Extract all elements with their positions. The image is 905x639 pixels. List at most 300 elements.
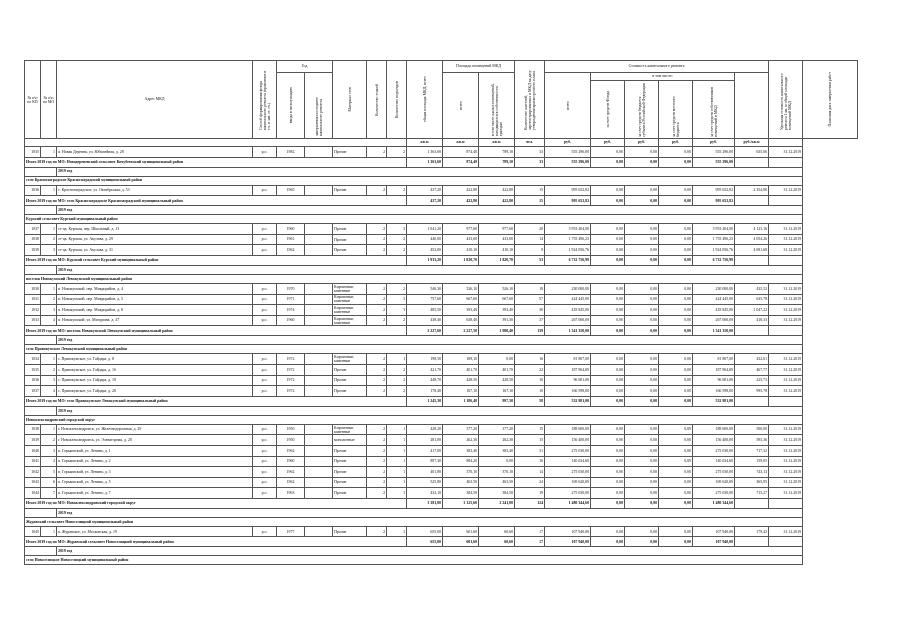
- row-area-total-cell: 384,50: [443, 488, 479, 499]
- header-cost-total-text: всего: [565, 101, 570, 110]
- year-row: [25, 336, 858, 345]
- row-mo-cell: 1: [41, 283, 57, 294]
- row-mo-cell: 3: [41, 445, 57, 456]
- row-cost-fund-cell: 0,00: [591, 354, 625, 365]
- row-cost-local-cell: 0,00: [659, 386, 693, 397]
- row-total-area-cell: 178,40: [407, 386, 443, 397]
- row-cost-total-cell: 187 904,00: [545, 364, 591, 375]
- row-unit-cost-cell: 432,61: [735, 354, 769, 365]
- row-address-cell: п. Горьковский, ул. Ленина, д. 5: [57, 477, 253, 488]
- total-value-cell: 0,00: [591, 326, 625, 336]
- total-value-cell: 1 341 350,00: [545, 326, 591, 336]
- row-total-area-cell: 198,50: [407, 354, 443, 365]
- row-area-private-cell: 667,60: [479, 294, 515, 305]
- row-cost-total-cell: 267 060,00: [545, 315, 591, 326]
- row-kp-cell: 1038: [25, 424, 41, 435]
- row-wall-cell: Прочие: [333, 375, 367, 386]
- row-residents-cell: 19: [515, 488, 545, 499]
- table-row: [25, 224, 858, 235]
- row-area-private-cell: 428,50: [479, 375, 515, 386]
- row-cost-region-cell: 0,00: [625, 245, 659, 256]
- row-floors-cell: 2: [367, 294, 387, 305]
- row-entrances-cell: 2: [387, 234, 407, 245]
- row-address-cell: ст-ца. Курская, ул. Акулова, д. 29: [57, 234, 253, 245]
- row-area-private-cell: 463,50: [479, 477, 515, 488]
- table-row: [25, 445, 858, 456]
- row-cost-total-cell: 3 953 204,00: [545, 224, 591, 235]
- unit-cell: кв.м: [443, 139, 479, 147]
- total-value-cell: 0,00: [659, 326, 693, 336]
- row-cost-total-cell: 188 600,00: [545, 424, 591, 435]
- header-area-group: Площадь помещений МКД: [443, 61, 515, 73]
- total-value-cell: 997,30: [479, 396, 515, 406]
- total-empty-cell: [769, 157, 803, 167]
- row-kp-cell: 1044: [25, 488, 41, 499]
- table-row: [25, 147, 858, 158]
- total-row: [25, 396, 858, 406]
- header-entrances-text: Количество подъездов: [394, 80, 399, 119]
- row-area-total-cell: 977,60: [443, 224, 479, 235]
- year-label: 2019 год: [57, 508, 803, 517]
- row-area-total-cell: 433,00: [443, 234, 479, 245]
- row-area-private-cell: 383,40: [479, 445, 515, 456]
- row-wall-cell: Кирпичные, каменные: [333, 315, 367, 326]
- row-cost-owners-cell: 81 807,00: [693, 354, 735, 365]
- row-area-total-cell: 410,10: [443, 245, 479, 256]
- row-residents-cell: 30: [515, 305, 545, 316]
- total-value-cell: 33: [515, 157, 545, 167]
- row-wall-cell: Прочие: [333, 456, 367, 467]
- row-deadline-cell: 31.12.2019: [769, 467, 803, 478]
- row-fund-cell: р.о.: [253, 354, 277, 365]
- row-fund-cell: р.о.: [253, 294, 277, 305]
- year-label: 2019 год: [57, 206, 803, 215]
- row-deadline-cell: 31.12.2019: [769, 375, 803, 386]
- row-kp-cell: 1039: [25, 245, 41, 256]
- row-cost-fund-cell: 0,00: [591, 526, 625, 537]
- total-value-cell: 995 652,82: [545, 196, 591, 206]
- row-area-total-cell: 667,60: [443, 294, 479, 305]
- total-label: Итого 2019 год по МО: поселок Новокумский Левокумский муниципальный район: [25, 326, 407, 336]
- municipality-label: поселок Новокумский Левокумский муниципальный район: [25, 274, 803, 283]
- row-entrances-cell: 1: [387, 445, 407, 456]
- row-cost-region-cell: 0,00: [625, 526, 659, 537]
- row-address-cell: ст-ца. Курская, пер. Школьный, д. 13: [57, 224, 253, 235]
- row-deadline-cell: 31.12.2019: [769, 488, 803, 499]
- total-value-cell: 107 940,00: [693, 537, 735, 547]
- header-total-area-text: общая площадь МКД, всего: [422, 76, 427, 123]
- total-value-cell: 422,80: [479, 196, 515, 206]
- row-cost-owners-cell: 230 000,00: [693, 283, 735, 294]
- total-row: [25, 498, 858, 508]
- row-cost-total-cell: 96 681,00: [545, 375, 591, 386]
- row-cost-fund-cell: 0,00: [591, 283, 625, 294]
- total-value-cell: 1 820,70: [479, 255, 515, 265]
- municipality-row: [25, 415, 858, 424]
- total-value-cell: 1 363,60: [407, 157, 443, 167]
- row-address-cell: г. Новоалександровск, ул. Железнодорожная, д. 29: [57, 424, 253, 435]
- total-value-cell: 422,80: [443, 196, 479, 206]
- row-unit-cost-cell: 365,95: [735, 477, 769, 488]
- row-wall-cell: Прочие: [333, 477, 367, 488]
- row-residents-cell: 37: [515, 315, 545, 326]
- row-cost-owners-cell: 169 620,00: [693, 477, 735, 488]
- row-cost-fund-cell: 0,00: [591, 234, 625, 245]
- row-mo-cell: 4: [41, 386, 57, 397]
- year-spacer: [25, 265, 57, 274]
- total-empty-cell: [735, 255, 769, 265]
- row-entrances-cell: 3: [387, 294, 407, 305]
- row-cost-region-cell: 0,00: [625, 435, 659, 446]
- row-area-total-cell: 383,40: [443, 445, 479, 456]
- row-area-private-cell: 401,70: [479, 364, 515, 375]
- total-empty-cell: [735, 196, 769, 206]
- row-area-private-cell: 167,10: [479, 386, 515, 397]
- row-area-total-cell: 370,10: [443, 467, 479, 478]
- row-cost-region-cell: 0,00: [625, 477, 659, 488]
- row-unit-cost-cell: 2 354,90: [735, 185, 769, 196]
- row-residents-cell: 14: [515, 467, 545, 478]
- row-floors-cell: 2: [367, 488, 387, 499]
- row-year-built-cell: 1977: [277, 526, 305, 537]
- total-empty-cell: [769, 196, 803, 206]
- row-cost-local-cell: 0,00: [659, 375, 693, 386]
- row-cost-owners-cell: 995 652,82: [693, 185, 735, 196]
- row-unit-cost-cell: 635,78: [735, 294, 769, 305]
- header-cost-region: [625, 81, 659, 139]
- row-address-cell: п. Новая Деревня, ул. Юбилейная, д. 28: [57, 147, 253, 158]
- row-cost-fund-cell: 0,00: [591, 245, 625, 256]
- row-year-last-cell: [305, 283, 333, 294]
- row-cost-fund-cell: 0,00: [591, 488, 625, 499]
- row-unit-cost-cell: 4 691,68: [735, 245, 769, 256]
- table-row: [25, 375, 858, 386]
- row-unit-cost-cell: 1 047,22: [735, 305, 769, 316]
- row-deadline-cell: 31.12.2019: [769, 147, 803, 158]
- header-entrances: [387, 61, 407, 139]
- row-cost-total-cell: 1 755 496,23: [545, 234, 591, 245]
- row-fund-cell: р.о.: [253, 424, 277, 435]
- row-cost-total-cell: 275 030,00: [545, 445, 591, 456]
- header-address: Адрес МКД: [57, 61, 253, 139]
- row-cost-region-cell: 0,00: [625, 364, 659, 375]
- row-total-area-cell: 655,00: [407, 526, 443, 537]
- row-address-cell: с. Правокумское, ул. Гайдара, д. 18: [57, 375, 253, 386]
- row-area-private-cell: 422,80: [479, 185, 515, 196]
- row-mo-cell: 1: [41, 526, 57, 537]
- header-cost-group: Стоимость капитального ремонта: [545, 61, 769, 73]
- row-cost-local-cell: 0,00: [659, 467, 693, 478]
- header-wall-text: Материал стен: [347, 87, 352, 112]
- total-value-cell: 555 296,00: [545, 157, 591, 167]
- row-year-built-cell: 1960: [277, 456, 305, 467]
- row-unit-cost-cell: 717,32: [735, 445, 769, 456]
- row-cost-local-cell: 0,00: [659, 234, 693, 245]
- unit-cell: руб.: [693, 139, 735, 147]
- row-cost-owners-cell: 1 755 496,23: [693, 234, 735, 245]
- row-kp-cell: 1040: [25, 445, 41, 456]
- row-cost-local-cell: 0,00: [659, 456, 693, 467]
- table-row: [25, 294, 858, 305]
- row-cost-total-cell: 275 030,00: [545, 467, 591, 478]
- row-entrances-cell: 2: [387, 185, 407, 196]
- total-value-cell: 0,00: [591, 157, 625, 167]
- row-cost-region-cell: 0,00: [625, 488, 659, 499]
- row-total-area-cell: 485,50: [407, 305, 443, 316]
- row-mo-cell: 4: [41, 456, 57, 467]
- row-mo-cell: 1: [41, 354, 57, 365]
- year-row: [25, 167, 858, 176]
- row-year-built-cell: 1965: [277, 185, 305, 196]
- total-empty-cell: [735, 498, 769, 508]
- row-cost-total-cell: 169 620,00: [545, 477, 591, 488]
- row-cost-owners-cell: 555 296,00: [693, 147, 735, 158]
- row-cost-owners-cell: 1 924 056,76: [693, 245, 735, 256]
- row-address-cell: ст-ца. Курская, ул. Акулова, д. 31: [57, 245, 253, 256]
- row-entrances-cell: 1: [387, 467, 407, 478]
- row-floors-cell: 2: [367, 224, 387, 235]
- row-cost-total-cell: 555 296,00: [545, 147, 591, 158]
- row-area-total-cell: 874,40: [443, 147, 479, 158]
- row-area-total-cell: 262,30: [443, 435, 479, 446]
- row-cost-owners-cell: 275 030,00: [693, 467, 735, 478]
- row-cost-local-cell: 0,00: [659, 147, 693, 158]
- row-wall-cell: Прочие: [333, 467, 367, 478]
- row-entrances-cell: 1: [387, 354, 407, 365]
- total-row: [25, 255, 858, 265]
- total-value-cell: 2 227,60: [407, 326, 443, 336]
- row-cost-total-cell: 418 845,00: [545, 305, 591, 316]
- row-area-private-cell: 370,10: [479, 467, 515, 478]
- header-year-built-text: ввода в эксплуатацию: [288, 87, 293, 124]
- row-total-area-cell: 1 041,20: [407, 224, 443, 235]
- header-floors: [367, 61, 387, 139]
- total-value-cell: 1 480 344,60: [545, 498, 591, 508]
- row-fund-cell: р.о.: [253, 456, 277, 467]
- total-value-cell: 0,00: [625, 396, 659, 406]
- row-cost-owners-cell: 275 030,00: [693, 445, 735, 456]
- row-area-total-cell: 377,20: [443, 424, 479, 435]
- row-unit-cost-cell: 179,42: [735, 526, 769, 537]
- header-cost-total: [545, 73, 591, 139]
- row-deadline-cell: 31.12.2019: [769, 224, 803, 235]
- row-cost-owners-cell: 140 634,60: [693, 456, 735, 467]
- row-entrances-cell: 1: [387, 477, 407, 488]
- total-value-cell: 0,00: [659, 498, 693, 508]
- row-year-last-cell: [305, 315, 333, 326]
- municipality-label: Новоалександровский городской округ: [25, 415, 803, 424]
- row-cost-owners-cell: 267 060,00: [693, 315, 735, 326]
- municipality-row: [25, 345, 858, 354]
- row-residents-cell: 9: [515, 245, 545, 256]
- row-floors-cell: 2: [367, 147, 387, 158]
- units-spacer: [25, 139, 407, 147]
- year-spacer: [25, 167, 57, 176]
- header-unit-cost: [769, 61, 803, 139]
- row-residents-cell: 10: [515, 386, 545, 397]
- total-value-cell: 0,00: [625, 537, 659, 547]
- row-cost-region-cell: 0,00: [625, 305, 659, 316]
- row-area-private-cell: 60,60: [479, 526, 515, 537]
- row-deadline-cell: 31.12.2019: [769, 354, 803, 365]
- row-year-last-cell: [305, 224, 333, 235]
- year-row: [25, 265, 858, 274]
- row-cost-region-cell: 0,00: [625, 424, 659, 435]
- row-year-last-cell: [305, 354, 333, 365]
- total-value-cell: 1 820,70: [443, 255, 479, 265]
- row-residents-cell: 24: [515, 477, 545, 488]
- header-residents: [515, 61, 545, 139]
- row-deadline-cell: 31.12.2019: [769, 386, 803, 397]
- municipality-label: Журавский сельсовет Новоселицкий муниципальный район: [25, 517, 803, 526]
- row-deadline-cell: 31.12.2019: [769, 477, 803, 488]
- header-floors-text: Количество этажей: [374, 83, 379, 116]
- total-value-cell: 15: [515, 196, 545, 206]
- total-empty-cell: [735, 537, 769, 547]
- row-floors-cell: 2: [367, 526, 387, 537]
- header-cost-owners: [693, 81, 735, 139]
- row-total-area-cell: 1 363,60: [407, 147, 443, 158]
- row-unit-cost-cell: 743,13: [735, 467, 769, 478]
- row-kp-cell: 1033: [25, 315, 41, 326]
- row-area-total-cell: 401,70: [443, 364, 479, 375]
- total-value-cell: 17: [515, 537, 545, 547]
- row-kp-cell: 1032: [25, 305, 41, 316]
- row-cost-local-cell: 0,00: [659, 294, 693, 305]
- header-area-total-text: всего: [458, 101, 463, 110]
- header-cost-local: [659, 81, 693, 139]
- row-entrances-cell: 1: [387, 435, 407, 446]
- row-kp-cell: 1031: [25, 294, 41, 305]
- row-deadline-cell: 31.12.2019: [769, 185, 803, 196]
- row-area-private-cell: 393,40: [479, 305, 515, 316]
- total-value-cell: 0,00: [659, 255, 693, 265]
- row-residents-cell: 15: [515, 185, 545, 196]
- row-unit-cost-cell: 4 054,26: [735, 234, 769, 245]
- row-cost-total-cell: 995 652,82: [545, 185, 591, 196]
- row-entrances-cell: 2: [387, 375, 407, 386]
- table-row: [25, 477, 858, 488]
- row-wall-cell: Прочие: [333, 185, 367, 196]
- row-year-last-cell: [305, 467, 333, 478]
- row-total-area-cell: 525,80: [407, 477, 443, 488]
- row-floors-cell: 2: [367, 456, 387, 467]
- row-cost-local-cell: 0,00: [659, 305, 693, 316]
- row-floors-cell: 2: [367, 386, 387, 397]
- row-cost-fund-cell: 0,00: [591, 224, 625, 235]
- row-cost-owners-cell: 418 845,00: [693, 305, 735, 316]
- row-area-total-cell: 167,10: [443, 386, 479, 397]
- row-entrances-cell: 1: [387, 488, 407, 499]
- total-value-cell: 601,60: [443, 537, 479, 547]
- year-label: 2019 год: [57, 547, 803, 556]
- row-residents-cell: 14: [515, 234, 545, 245]
- row-cost-owners-cell: 107 940,00: [693, 526, 735, 537]
- row-kp-cell: 1035: [25, 364, 41, 375]
- row-cost-local-cell: 0,00: [659, 315, 693, 326]
- row-address-cell: п. Журавское, ул. Московская, д. 19: [57, 526, 253, 537]
- total-value-cell: 1 933,20: [407, 255, 443, 265]
- total-value-cell: 0,00: [591, 196, 625, 206]
- row-cost-owners-cell: 188 600,00: [693, 424, 735, 435]
- row-kp-cell: 1036: [25, 185, 41, 196]
- header-num-mo: № п\п по МО: [41, 61, 57, 139]
- total-value-cell: 0,00: [625, 255, 659, 265]
- row-year-last-cell: [305, 456, 333, 467]
- row-year-last-cell: [305, 526, 333, 537]
- row-address-cell: п. Горьковский, ул. Ленина, д. 2: [57, 456, 253, 467]
- total-value-cell: 53: [515, 255, 545, 265]
- row-cost-region-cell: 0,00: [625, 456, 659, 467]
- row-year-built-cell: 1982: [277, 147, 305, 158]
- row-cost-owners-cell: 96 681,00: [693, 375, 735, 386]
- header-total-area: [407, 61, 443, 139]
- total-empty-cell: [735, 157, 769, 167]
- table-row: [25, 315, 858, 326]
- row-total-area-cell: 417,00: [407, 445, 443, 456]
- row-mo-cell: 6: [41, 477, 57, 488]
- header-fund-method-text: Способ формирования фонда капитального ремонта (правление в т.ч. в зав. от. сч.): [258, 70, 271, 130]
- header-cost-fund: [591, 81, 625, 139]
- row-unit-cost-cell: 418,33: [735, 315, 769, 326]
- row-year-built-cell: 1972: [277, 386, 305, 397]
- total-value-cell: 0,00: [659, 396, 693, 406]
- row-entrances-cell: 2: [387, 283, 407, 294]
- total-value-cell: 6 732 756,99: [545, 255, 591, 265]
- row-mo-cell: 4: [41, 315, 57, 326]
- row-kp-cell: 1034: [25, 354, 41, 365]
- row-year-built-cell: 1960: [277, 315, 305, 326]
- row-floors-cell: 2: [367, 424, 387, 435]
- row-cost-fund-cell: 0,00: [591, 456, 625, 467]
- row-residents-cell: 15: [515, 424, 545, 435]
- unit-cell-empty: [769, 139, 803, 147]
- row-year-last-cell: [305, 234, 333, 245]
- row-mo-cell: 7: [41, 488, 57, 499]
- row-residents-cell: 22: [515, 364, 545, 375]
- row-cost-region-cell: 0,00: [625, 185, 659, 196]
- total-value-cell: 0,00: [625, 157, 659, 167]
- row-year-last-cell: [305, 445, 333, 456]
- row-area-total-cell: 393,40: [443, 305, 479, 316]
- row-year-built-cell: 1962: [277, 445, 305, 456]
- row-wall-cell: Кирпичные, каменные: [333, 305, 367, 316]
- row-cost-fund-cell: 0,00: [591, 435, 625, 446]
- row-cost-total-cell: 81 807,00: [545, 354, 591, 365]
- row-cost-owners-cell: 424 445,00: [693, 294, 735, 305]
- row-wall-cell: Прочие: [333, 526, 367, 537]
- row-floors-cell: 2: [367, 283, 387, 294]
- row-year-last-cell: [305, 386, 333, 397]
- row-cost-fund-cell: 0,00: [591, 185, 625, 196]
- header-year-last: [305, 73, 333, 139]
- row-unit-cost-cell: 715,27: [735, 488, 769, 499]
- row-kp-cell: 1042: [25, 467, 41, 478]
- row-kp-cell: 1030: [25, 283, 41, 294]
- total-value-cell: 1 186,40: [443, 396, 479, 406]
- row-deadline-cell: 31.12.2019: [769, 445, 803, 456]
- row-cost-local-cell: 0,00: [659, 283, 693, 294]
- row-fund-cell: р.о.: [253, 147, 277, 158]
- row-cost-total-cell: 156 400,00: [545, 435, 591, 446]
- row-floors-cell: 2: [367, 375, 387, 386]
- row-cost-owners-cell: 275 030,00: [693, 488, 735, 499]
- row-unit-cost-cell: 500,00: [735, 424, 769, 435]
- row-deadline-cell: 31.12.2019: [769, 234, 803, 245]
- row-cost-local-cell: 0,00: [659, 445, 693, 456]
- total-value-cell: 3 125,60: [443, 498, 479, 508]
- header-deadline-text: Плановая дата завершения работ: [828, 72, 833, 127]
